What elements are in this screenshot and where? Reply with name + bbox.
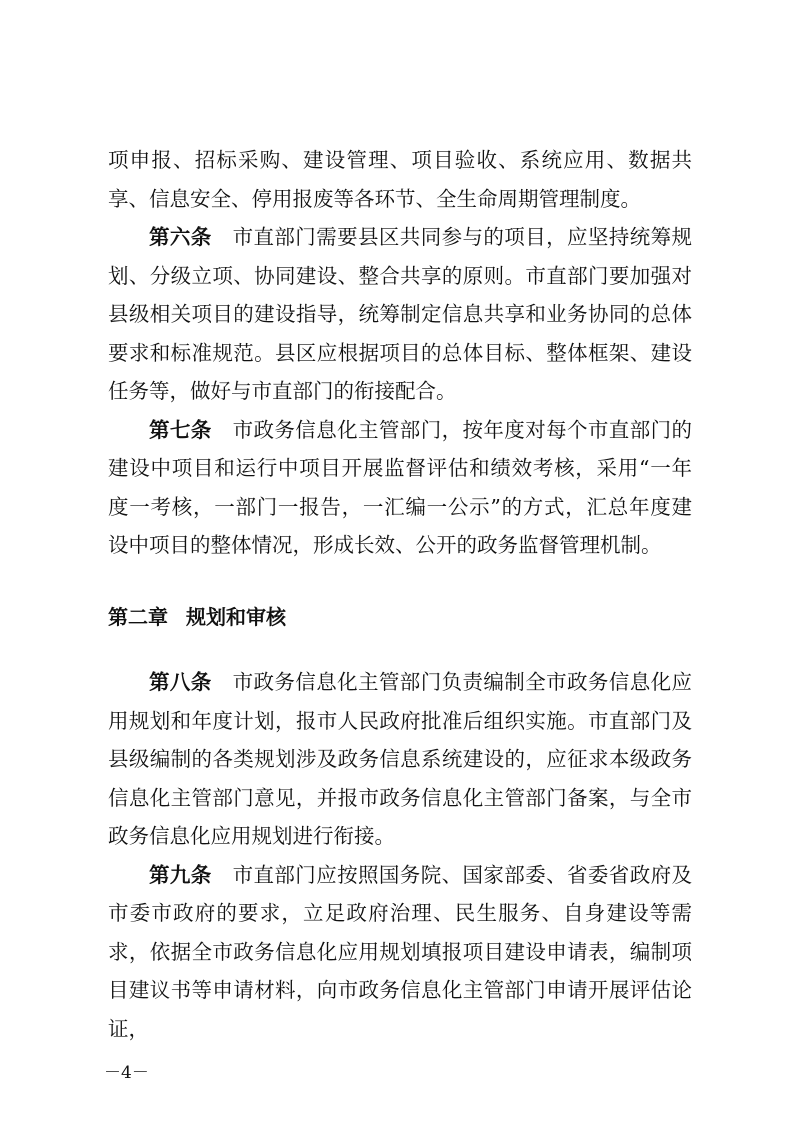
article-text: 市直部门应按照国务院、国家部委、省委省政府及市委市政府的要求，立足政府治理、民生服务、自身建设等需求，依据全市政务信息化应用规划填报项目建设申请表，编制项目建议书等申请材料，向市政务信息化主管部门申请开展评估论证，: [108, 862, 693, 1041]
chapter-heading: [108, 598, 692, 637]
article-7: [108, 411, 692, 565]
article-text: 市政务信息化主管部门负责编制全市政务信息化应用规划和年度计划，报市人民政府批准后组织实施。市直部门及县级编制的各类规划涉及政务信息系统建设的，应征求本级政务信息化主管部门意见，并报市政务信息化主管部门备案，与全市政务信息化应用规划进行衔接。: [108, 670, 693, 848]
article-9: [108, 856, 692, 1049]
continuation-paragraph: 项申报、招标采购、建设管理、项目验收、系统应用、数据共享、信息安全、停用报废等各环节、全生命周期管理制度。: [108, 148, 692, 211]
chapter-title: 规划和审核: [186, 604, 286, 629]
article-6: [108, 218, 692, 411]
article-8: [108, 663, 692, 856]
article-text: 市直部门需要县区共同参与的项目，应坚持统筹规划、分级立项、协同建设、整合共享的原则。市直部门要加强对县级相关项目的建设指导，统筹制定信息共享和业务协同的总体要求和标准规范。县区应根据项目的总体目标、整体框架、建设任务等，做好与市直部门的衔接配合。: [108, 225, 693, 403]
article-text: 市政务信息化主管部门，按年度对每个市直部门的建设中项目和运行中项目开展监督评估和绩效考核，采用“一年度一考核，一部门一报告，一汇编一公示”的方式，汇总年度建设中项目的整体情况，形成长效、公开的政务监督管理机制。: [108, 417, 693, 557]
chapter-number: 第二章: [108, 604, 168, 629]
article-heading: 第六条: [149, 225, 212, 249]
article-heading: 第七条: [149, 417, 212, 442]
page-number: －4－: [104, 1063, 149, 1083]
article-heading: 第八条: [149, 670, 212, 694]
body-text: [108, 141, 692, 1048]
article-heading: 第九条: [149, 862, 212, 887]
